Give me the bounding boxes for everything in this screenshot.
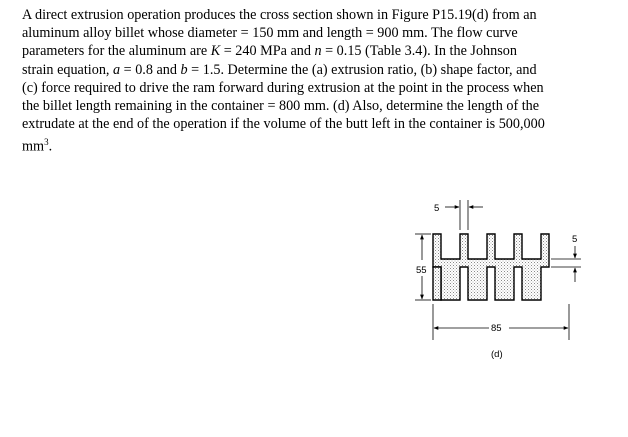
- problem-statement: [22, 6, 618, 156]
- figure-caption: (d): [491, 349, 503, 360]
- problem-line-8: [22, 133, 618, 156]
- left-fin: [433, 267, 441, 300]
- var-b: b: [180, 61, 188, 78]
- var-n: n: [314, 43, 322, 60]
- var-a: a: [113, 61, 121, 78]
- period: .: [48, 139, 53, 156]
- problem-line-4-start: strain equation,: [22, 61, 114, 78]
- dim-right-label: 5: [572, 234, 578, 245]
- problem-line-3-end: = 0.15 (Table 3.4). In the Johnson: [321, 43, 517, 60]
- problem-line-3-mid: = 240 MPa and: [220, 43, 315, 60]
- dim-height-label: 55: [416, 265, 427, 276]
- problem-line-4: [22, 61, 618, 79]
- dim-width-label: 85: [491, 323, 502, 334]
- problem-line-2: aluminum alloy billet whose diameter = 150 mm and length = 900 mm. The flow curve: [22, 25, 518, 42]
- problem-line-1: A direct extrusion operation produces the cross section shown in Figure P15.19(d) from an: [22, 7, 537, 23]
- cross-section-figure: [405, 190, 595, 370]
- problem-line-4-mid: = 0.8 and: [120, 61, 181, 78]
- unit-mm: mm: [22, 139, 45, 156]
- problem-line-6: the billet length remaining in the container = 800 mm. (d) Also, determine the length of the: [22, 98, 540, 115]
- problem-line-3-start: parameters for the aluminum are: [22, 43, 211, 60]
- var-K: K: [210, 43, 221, 60]
- extrusion-cross-section: [433, 234, 549, 300]
- problem-line-4-end: = 1.5. Determine the (a) extrusion ratio, (b) shape factor, and: [187, 61, 537, 78]
- problem-line-3: [22, 42, 618, 60]
- problem-line-5: (c) force required to drive the ram forward during extrusion at the point in the process when: [22, 79, 544, 96]
- dim-top-label: 5: [434, 203, 440, 214]
- unit-superscript: 3: [44, 137, 49, 148]
- problem-line-7: extrudate at the end of the operation if the volume of the butt left in the container is 500,000: [22, 116, 545, 133]
